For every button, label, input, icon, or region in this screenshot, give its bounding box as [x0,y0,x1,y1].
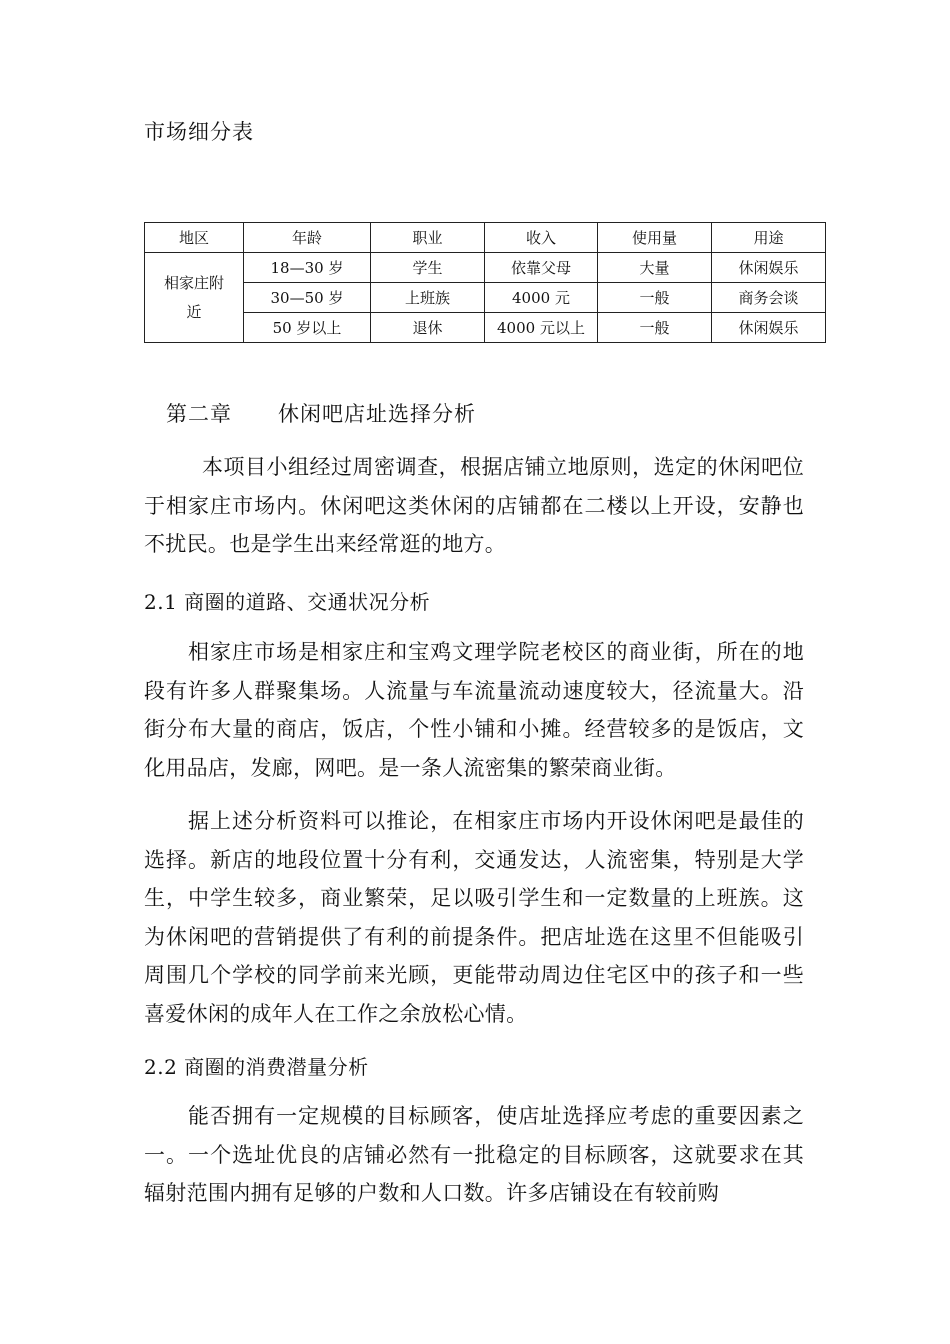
table-cell: 上班族 [371,283,485,313]
region-cell [145,253,244,343]
table-row [145,283,826,313]
section-2-1-paragraph-2: 据上述分析资料可以推论，在相家庄市场内开设休闲吧是最佳的选择。新店的地段位置十分有利，交通发达，人流密集，特别是大学生，中学生较多，商业繁荣，足以吸引学生和一定数量的上班族。这为休闲吧的营销提供了有利的前提条件。把店址选在这里不但能吸引周围几个学校的同学前来光顾，更能带动周边住宅区中的孩子和一些喜爱休闲的成年人在工作之余放松心情。 [144,809,804,1026]
table-row [145,313,826,343]
table-cell: 休闲娱乐 [712,253,826,283]
table-cell: 50 岁以上 [244,313,371,343]
table-row [145,253,826,283]
chapter-heading [166,398,476,428]
header-cell-region: 地区 [145,223,244,253]
header-cell-purpose: 用途 [712,223,826,253]
table-cell: 大量 [598,253,712,283]
header-cell-occupation: 职业 [371,223,485,253]
section-2-1-paragraph-1: 相家庄市场是相家庄和宝鸡文理学院老校区的商业街，所在的地段有许多人群聚集场。人流量与车流量流动速度较大，径流量大。沿街分布大量的商店，饭店，个性小铺和小摊。经营较多的是饭店，文化用品店，发廊，网吧。是一条人流密集的繁荣商业街。 [144,640,804,780]
market-segmentation-table [144,222,826,343]
section-2-2-paragraph-1: 能否拥有一定规模的目标顾客，使店址选择应考虑的重要因素之一。一个选址优良的店铺必然有一批稳定的目标顾客，这就要求在其辐射范围内拥有足够的户数和人口数。许多店铺设在有较前购 [144,1104,804,1205]
table-cell: 18—30 岁 [244,253,371,283]
intro-paragraph: 本项目小组经过周密调查，根据店铺立地原则，选定的休闲吧位于相家庄市场内。休闲吧这类休闲的店铺都在二楼以上开设，安静也不扰民。也是学生出来经常逛的地方。 [144,455,804,556]
region-label: 相家庄附近 [163,273,224,321]
table-cell: 30—50 岁 [244,283,371,313]
table-title: 市场细分表 [144,120,254,144]
section-heading-2-2: 2.2 商圈的消费潜量分析 [144,1055,369,1079]
chapter-title: 休闲吧店址选择分析 [278,402,476,426]
table-cell: 学生 [371,253,485,283]
table-cell: 一般 [598,283,712,313]
table-cell: 休闲娱乐 [712,313,826,343]
table-cell: 退休 [371,313,485,343]
header-cell-income: 收入 [485,223,598,253]
header-cell-age: 年龄 [244,223,371,253]
table-cell: 4000 元以上 [485,313,598,343]
table-cell: 一般 [598,313,712,343]
table-cell: 依靠父母 [485,253,598,283]
section-heading-2-1: 2.1 商圈的道路、交通状况分析 [144,590,431,614]
table-cell: 4000 元 [485,283,598,313]
table-cell: 商务会谈 [712,283,826,313]
table-header-row [145,223,826,253]
chapter-number: 第二章 [166,402,232,426]
header-cell-usage: 使用量 [598,223,712,253]
